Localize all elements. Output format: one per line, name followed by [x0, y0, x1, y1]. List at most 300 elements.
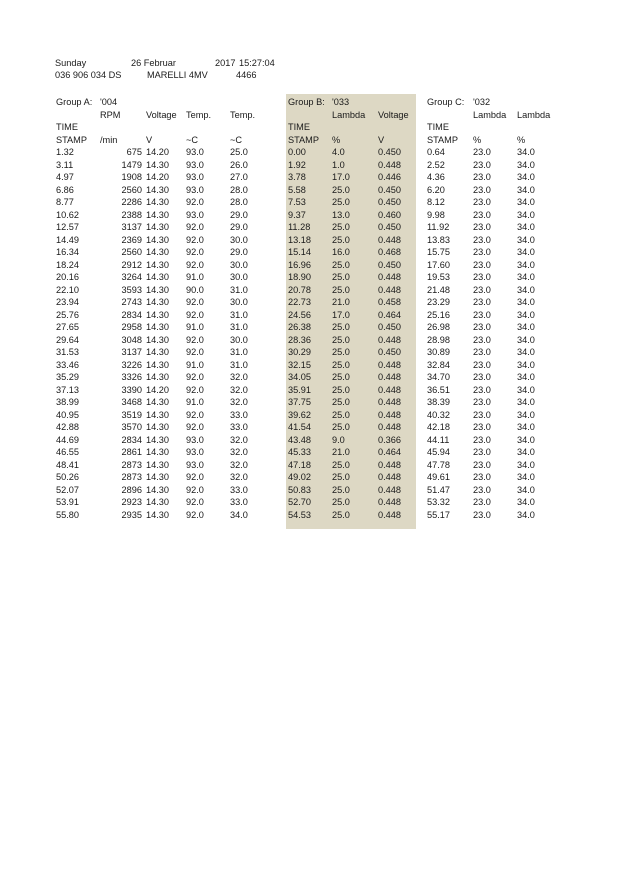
table-cell: 25.0 [332, 409, 350, 420]
table-cell: 38.99 [56, 397, 79, 407]
table-cell: 34.0 [517, 322, 535, 332]
column-header [286, 109, 330, 122]
table-cell: 52.07 [56, 484, 79, 495]
table-cell: 2560 [121, 247, 142, 257]
table-cell: 48.41 [56, 459, 79, 470]
table-cell: 34.0 [517, 184, 535, 195]
table-cell: 92.0 [186, 297, 204, 307]
group-c-table [425, 96, 555, 521]
group-a-header-row [54, 134, 268, 147]
table-row [286, 421, 416, 434]
table-cell: 92.0 [186, 484, 204, 495]
table-cell: 30.0 [230, 234, 248, 245]
table-row [286, 346, 416, 359]
table-cell: 24.56 [288, 309, 311, 320]
table-cell: 93.0 [186, 147, 204, 157]
table-cell: 25.0 [332, 472, 350, 482]
table-cell: 14.30 [146, 247, 169, 257]
table-cell: 25.0 [332, 284, 350, 295]
table-row [54, 296, 268, 309]
table-cell: 25.0 [332, 347, 350, 357]
group-a-header-row [54, 109, 268, 122]
table-cell: 25.0 [332, 322, 350, 332]
table-cell: 34.0 [517, 484, 535, 495]
table-cell: 14.20 [146, 172, 169, 182]
table-cell: 3137 [121, 347, 142, 357]
column-header: TIME [427, 122, 449, 132]
group-b-body [286, 146, 416, 521]
table-cell: 13.18 [288, 234, 311, 245]
table-cell: 23.0 [473, 222, 491, 232]
table-row [286, 471, 416, 484]
table-row [54, 409, 268, 422]
table-cell: 44.69 [56, 434, 79, 445]
table-cell: 31.0 [230, 322, 248, 332]
table-cell: 91.0 [186, 322, 204, 332]
table-row [425, 196, 555, 209]
table-cell: 6.86 [56, 184, 74, 195]
column-header: Temp. [186, 109, 212, 120]
table-cell: 23.0 [473, 184, 491, 195]
table-row [54, 484, 268, 497]
table-cell: 14.30 [146, 497, 169, 507]
table-row [425, 259, 555, 272]
table-row [286, 321, 416, 334]
table-row [425, 321, 555, 334]
table-cell: 0.448 [378, 372, 401, 382]
table-cell: 16.34 [56, 247, 79, 257]
table-cell: 0.448 [378, 509, 401, 520]
table-row [425, 309, 555, 322]
table-cell: 19.53 [427, 272, 450, 282]
table-row [54, 196, 268, 209]
column-header [471, 121, 515, 134]
table-cell: 93.0 [186, 184, 204, 195]
table-cell: 34.0 [517, 272, 535, 282]
table-row [54, 234, 268, 247]
table-cell: 21.48 [427, 284, 450, 295]
table-cell: 92.0 [186, 347, 204, 357]
group-b-label: Group B: [288, 97, 325, 107]
table-cell: 34.0 [517, 409, 535, 420]
table-cell: 32.15 [288, 359, 311, 370]
group-c-header-row [425, 109, 555, 122]
table-cell: 27.0 [230, 172, 248, 182]
group-a-table [54, 96, 268, 521]
table-cell: 14.30 [146, 509, 169, 520]
table-cell: 11.28 [288, 222, 311, 232]
table-cell: 34.0 [517, 222, 535, 232]
table-cell: 28.98 [427, 334, 450, 345]
table-cell: 25.0 [332, 222, 350, 232]
table-row [54, 446, 268, 459]
header-ecu: MARELLI 4MV [147, 70, 208, 80]
table-row [286, 396, 416, 409]
table-cell: 0.450 [378, 184, 401, 195]
table-cell: 14.30 [146, 397, 169, 407]
table-cell: 6.20 [427, 184, 445, 195]
table-cell: 23.0 [473, 422, 491, 432]
table-cell: 34.0 [517, 209, 535, 220]
table-row [425, 296, 555, 309]
table-cell: 93.0 [186, 159, 204, 170]
table-cell: 92.0 [186, 372, 204, 382]
table-row [286, 484, 416, 497]
table-row [54, 309, 268, 322]
table-cell: 3390 [121, 384, 142, 395]
table-cell: 21.0 [332, 447, 350, 457]
table-cell: 2286 [121, 197, 142, 207]
group-c-header-row [425, 121, 555, 134]
table-cell: 34.0 [517, 459, 535, 470]
table-cell: 0.448 [378, 497, 401, 507]
table-row [54, 284, 268, 297]
table-cell: 2.52 [427, 159, 445, 170]
table-cell: 33.0 [230, 409, 248, 420]
table-cell: 1.0 [332, 159, 345, 170]
table-cell: 28.0 [230, 184, 248, 195]
table-cell: 23.0 [473, 147, 491, 157]
table-cell: 0.464 [378, 447, 401, 457]
table-cell: 14.30 [146, 484, 169, 495]
table-row [286, 434, 416, 447]
table-cell: 39.62 [288, 409, 311, 420]
table-cell: 14.30 [146, 197, 169, 207]
table-cell: 14.30 [146, 359, 169, 370]
table-cell: 8.12 [427, 197, 445, 207]
table-cell: 9.37 [288, 209, 306, 220]
table-cell: 92.0 [186, 197, 204, 207]
table-cell: 14.30 [146, 234, 169, 245]
table-cell: 4.97 [56, 172, 74, 182]
table-cell: 25.0 [230, 147, 248, 157]
table-cell: 3.78 [288, 172, 306, 182]
table-cell: 31.53 [56, 347, 79, 357]
table-row [54, 184, 268, 197]
table-row [286, 259, 416, 272]
table-cell: 2743 [121, 297, 142, 307]
table-cell: 14.30 [146, 447, 169, 457]
table-cell: 30.29 [288, 347, 311, 357]
group-b-header-row [286, 134, 416, 147]
table-cell: 29.0 [230, 247, 248, 257]
table-cell: 34.0 [517, 284, 535, 295]
table-cell: 25.0 [332, 272, 350, 282]
table-cell: 34.70 [427, 372, 450, 382]
table-cell: 34.0 [517, 297, 535, 307]
table-cell: 3326 [121, 372, 142, 382]
table-cell: 27.65 [56, 322, 79, 332]
table-cell: 9.0 [332, 434, 345, 445]
table-cell: 33.0 [230, 497, 248, 507]
table-cell: 53.91 [56, 497, 79, 507]
table-row [425, 171, 555, 184]
table-cell: 3137 [121, 222, 142, 232]
table-cell: 16.0 [332, 247, 350, 257]
table-cell: 34.0 [517, 234, 535, 245]
table-cell: 3264 [121, 272, 142, 282]
table-cell: 14.30 [146, 322, 169, 332]
table-cell: 15.75 [427, 247, 450, 257]
table-cell: 14.30 [146, 159, 169, 170]
table-cell: 5.58 [288, 184, 306, 195]
table-cell: 25.0 [332, 197, 350, 207]
group-c-header [425, 109, 555, 147]
table-cell: 23.29 [427, 297, 450, 307]
table-cell: 29.0 [230, 209, 248, 220]
table-cell: 14.30 [146, 459, 169, 470]
table-cell: 3226 [121, 359, 142, 370]
table-row [286, 384, 416, 397]
table-cell: 34.0 [517, 147, 535, 157]
table-row [425, 346, 555, 359]
table-cell: 35.29 [56, 372, 79, 382]
column-header: TIME [56, 122, 78, 132]
table-row [54, 496, 268, 509]
group-a-title-row [54, 96, 268, 109]
table-cell: 2935 [121, 509, 142, 520]
table-cell: 23.0 [473, 334, 491, 345]
table-row [286, 309, 416, 322]
table-cell: 33.0 [230, 484, 248, 495]
table-cell: 91.0 [186, 397, 204, 407]
table-cell: 92.0 [186, 384, 204, 395]
table-cell: 55.80 [56, 509, 79, 520]
table-cell: 14.30 [146, 334, 169, 345]
table-cell: 14.30 [146, 272, 169, 282]
table-cell: 17.0 [332, 172, 350, 182]
table-cell: 23.0 [473, 209, 491, 220]
table-cell: 26.98 [427, 322, 450, 332]
table-row [286, 509, 416, 522]
table-cell: 20.16 [56, 272, 79, 282]
table-row [425, 484, 555, 497]
table-cell: 23.0 [473, 484, 491, 495]
table-cell: 0.450 [378, 347, 401, 357]
table-row [286, 184, 416, 197]
table-cell: 2834 [121, 434, 142, 445]
table-row [425, 209, 555, 222]
group-c-id: '032 [473, 97, 491, 107]
table-row [286, 234, 416, 247]
table-cell: 0.450 [378, 197, 401, 207]
table-cell: 23.0 [473, 409, 491, 420]
table-row [286, 221, 416, 234]
table-cell: 34.0 [517, 359, 535, 370]
table-cell: 92.0 [186, 309, 204, 320]
table-cell: 18.24 [56, 259, 79, 270]
table-row [425, 146, 555, 159]
table-cell: 25.0 [332, 334, 350, 345]
table-row [54, 259, 268, 272]
table-cell: 54.53 [288, 509, 311, 520]
table-cell: 25.0 [332, 372, 350, 382]
table-cell: 42.18 [427, 422, 450, 432]
table-cell: 34.0 [517, 172, 535, 182]
table-cell: 23.0 [473, 372, 491, 382]
table-cell: 2834 [121, 309, 142, 320]
table-row [286, 246, 416, 259]
table-row [425, 384, 555, 397]
table-cell: 3468 [121, 397, 142, 407]
table-cell: 47.18 [288, 459, 311, 470]
column-header: V [378, 134, 385, 145]
table-cell: 9.98 [427, 209, 445, 220]
header-code: 4466 [236, 70, 257, 80]
group-c-body [425, 146, 555, 521]
table-cell: 43.48 [288, 434, 311, 445]
table-cell: 2560 [121, 184, 142, 195]
table-cell: 23.0 [473, 197, 491, 207]
table-cell: 93.0 [186, 209, 204, 220]
table-cell: 52.70 [288, 497, 311, 507]
table-cell: 23.0 [473, 272, 491, 282]
table-cell: 23.0 [473, 159, 491, 170]
column-header [228, 121, 268, 134]
table-cell: 37.13 [56, 384, 79, 395]
table-cell: 20.78 [288, 284, 311, 295]
table-cell: 17.60 [427, 259, 450, 270]
table-row [54, 421, 268, 434]
table-cell: 14.30 [146, 184, 169, 195]
table-cell: 0.450 [378, 322, 401, 332]
table-cell: 23.0 [473, 384, 491, 395]
table-cell: 0.446 [378, 172, 401, 182]
table-cell: 34.0 [517, 309, 535, 320]
table-cell: 51.47 [427, 484, 450, 495]
table-cell: 0.468 [378, 247, 401, 257]
table-cell: 22.73 [288, 297, 311, 307]
table-cell: 14.30 [146, 259, 169, 270]
table-row [425, 446, 555, 459]
table-cell: 30.0 [230, 297, 248, 307]
column-header: Lambda [517, 109, 551, 120]
table-cell: 0.448 [378, 409, 401, 420]
column-header [425, 109, 471, 122]
table-cell: 92.0 [186, 234, 204, 245]
table-cell: 14.30 [146, 284, 169, 295]
table-row [54, 171, 268, 184]
table-cell: 34.0 [517, 247, 535, 257]
table-cell: 4.0 [332, 147, 345, 157]
table-cell: 92.0 [186, 247, 204, 257]
table-cell: 0.458 [378, 297, 401, 307]
table-cell: 7.53 [288, 197, 306, 207]
table-row [286, 296, 416, 309]
table-cell: 0.460 [378, 209, 401, 220]
table-row [286, 359, 416, 372]
table-cell: 28.0 [230, 197, 248, 207]
table-row [425, 409, 555, 422]
column-header: Lambda [332, 109, 366, 120]
table-cell: 3570 [121, 422, 142, 432]
table-cell: 4.36 [427, 172, 445, 182]
table-cell: 49.02 [288, 472, 311, 482]
table-cell: 92.0 [186, 222, 204, 232]
table-row [286, 459, 416, 472]
table-cell: 34.0 [517, 347, 535, 357]
table-row [54, 346, 268, 359]
table-row [54, 359, 268, 372]
table-cell: 0.450 [378, 147, 401, 157]
table-row [286, 196, 416, 209]
table-cell: 0.448 [378, 422, 401, 432]
table-cell: 92.0 [186, 472, 204, 482]
table-cell: 93.0 [186, 459, 204, 470]
table-cell: 0.448 [378, 472, 401, 482]
table-cell: 0.448 [378, 484, 401, 495]
table-cell: 29.64 [56, 334, 79, 345]
table-cell: 21.0 [332, 297, 350, 307]
table-row [286, 334, 416, 347]
table-cell: 28.36 [288, 334, 311, 345]
column-header: Voltage [378, 109, 409, 120]
table-cell: 25.0 [332, 459, 350, 470]
table-row [54, 221, 268, 234]
table-cell: 42.88 [56, 422, 79, 432]
table-cell: 32.0 [230, 434, 248, 445]
table-cell: 34.0 [517, 334, 535, 345]
table-cell: 0.448 [378, 159, 401, 170]
column-header: ~C [186, 134, 199, 145]
table-cell: 92.0 [186, 409, 204, 420]
table-cell: 25.0 [332, 234, 350, 245]
table-row [425, 496, 555, 509]
table-cell: 32.84 [427, 359, 450, 370]
column-header: % [517, 134, 526, 145]
table-cell: 16.96 [288, 259, 311, 270]
table-cell: 31.0 [230, 309, 248, 320]
table-cell: 23.0 [473, 284, 491, 295]
table-cell: 34.0 [517, 472, 535, 482]
table-row [425, 334, 555, 347]
table-cell: 37.75 [288, 397, 311, 407]
table-row [54, 384, 268, 397]
column-header [144, 121, 184, 134]
table-cell: 34.0 [517, 372, 535, 382]
table-cell: 23.0 [473, 447, 491, 457]
table-row [54, 471, 268, 484]
table-cell: 30.89 [427, 347, 450, 357]
table-cell: 22.10 [56, 284, 79, 295]
table-cell: 0.448 [378, 397, 401, 407]
table-cell: 15.14 [288, 247, 311, 257]
table-cell: 0.450 [378, 222, 401, 232]
table-cell: 34.0 [517, 509, 535, 520]
table-cell: 50.83 [288, 484, 311, 495]
table-cell: 2873 [121, 459, 142, 470]
table-cell: 13.0 [332, 209, 350, 220]
table-cell: 25.0 [332, 397, 350, 407]
table-cell: 30.0 [230, 334, 248, 345]
table-cell: 2388 [121, 209, 142, 220]
table-row [425, 221, 555, 234]
column-header: % [332, 134, 341, 145]
table-cell: 33.0 [230, 422, 248, 432]
table-cell: 40.95 [56, 409, 79, 420]
table-cell: 34.0 [230, 509, 248, 520]
table-row [425, 421, 555, 434]
group-a-id: '004 [100, 97, 118, 107]
table-row [286, 446, 416, 459]
table-cell: 23.0 [473, 297, 491, 307]
group-b-id: '033 [332, 97, 350, 107]
table-row [54, 321, 268, 334]
table-cell: 10.62 [56, 209, 79, 220]
table-cell: 25.0 [332, 422, 350, 432]
table-cell: 53.32 [427, 497, 450, 507]
table-cell: 12.57 [56, 222, 79, 232]
